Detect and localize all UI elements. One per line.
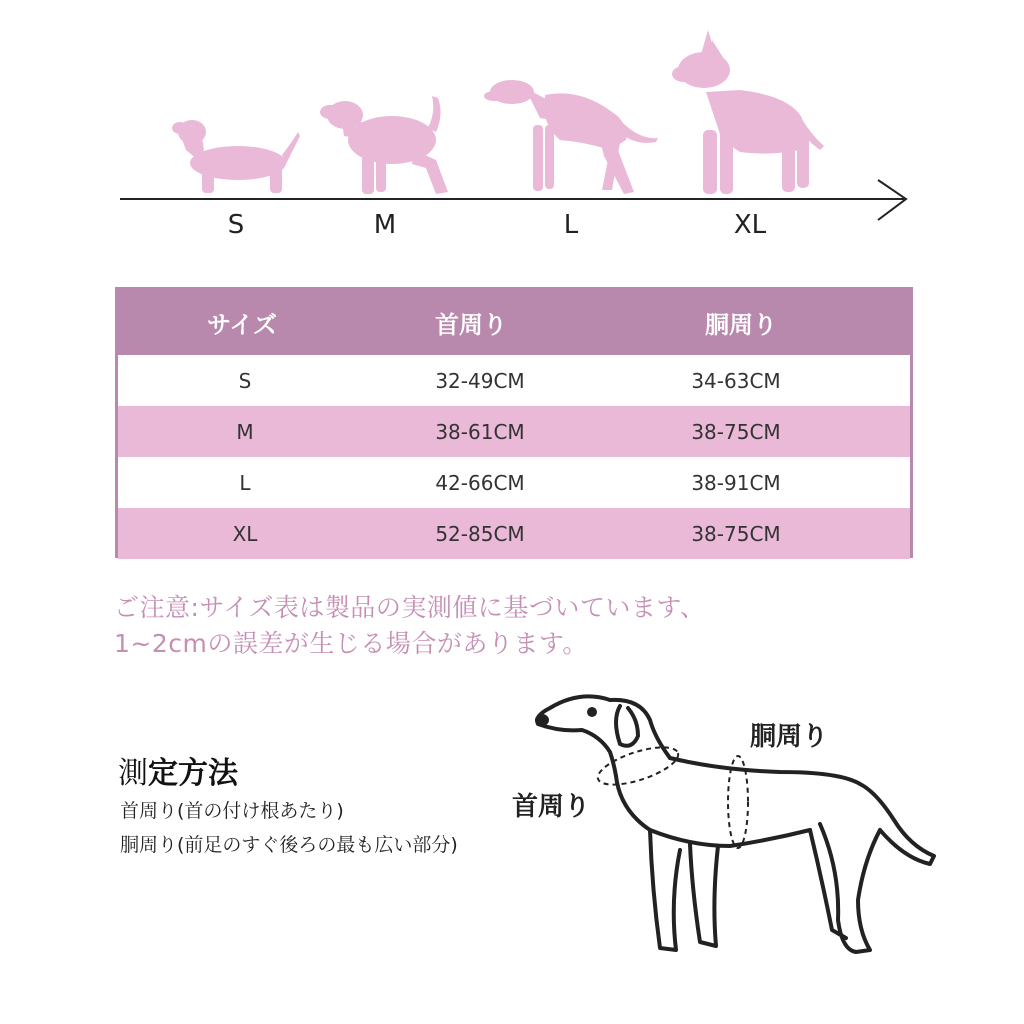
header-size: サイズ [206,311,278,339]
dog-medium-icon [320,96,448,194]
dog-silhouettes [0,0,1024,260]
table-row [118,457,910,508]
measure-neck-line: 首周り(首の付け根あたり) [120,800,344,822]
size-table [115,287,913,558]
measure-title [118,748,238,792]
dog-large-icon [484,80,658,194]
note-line-1: ご注意:サイズ表は製品の実測値に基づいています、 [114,593,706,622]
header-body: 胴周り [705,311,777,339]
table-row [118,508,910,559]
cell-body: 38-75CM [691,419,781,444]
cell-body: 34-63CM [691,368,781,393]
cell-neck: 38-61CM [435,419,525,444]
size-label-l: L [563,210,579,240]
size-scale [0,0,1024,260]
cell-neck: 42-66CM [435,470,525,495]
measure-body-line: 胴周り(前足のすぐ後ろの最も広い部分) [120,834,458,856]
note-line-2: 1~2cmの誤差が生じる場合があります。 [114,629,588,658]
cell-size: S [238,368,252,393]
cell-body: 38-91CM [691,470,781,495]
size-label-s: S [227,210,245,240]
table-header-row [118,290,910,355]
cell-size: XL [232,521,258,546]
header-neck: 首周り [435,311,507,339]
dog-small-icon [172,120,300,193]
cell-neck: 32-49CM [435,368,525,393]
cell-body: 38-75CM [691,521,781,546]
dog-outline-icon [520,680,950,980]
measure-title-light: 測 [118,756,148,791]
cell-size: M [236,419,254,444]
measure-title-bold: 定方法 [148,756,238,791]
table-row [118,355,910,406]
cell-neck: 52-85CM [435,521,525,546]
label-body-girth: 胴周り [750,722,829,752]
cell-size: L [239,470,251,495]
size-label-xl: XL [733,210,767,240]
table-row [118,406,910,457]
label-neck-girth: 首周り [512,792,591,822]
size-label-m: M [373,210,397,240]
dog-xlarge-icon [672,30,824,194]
